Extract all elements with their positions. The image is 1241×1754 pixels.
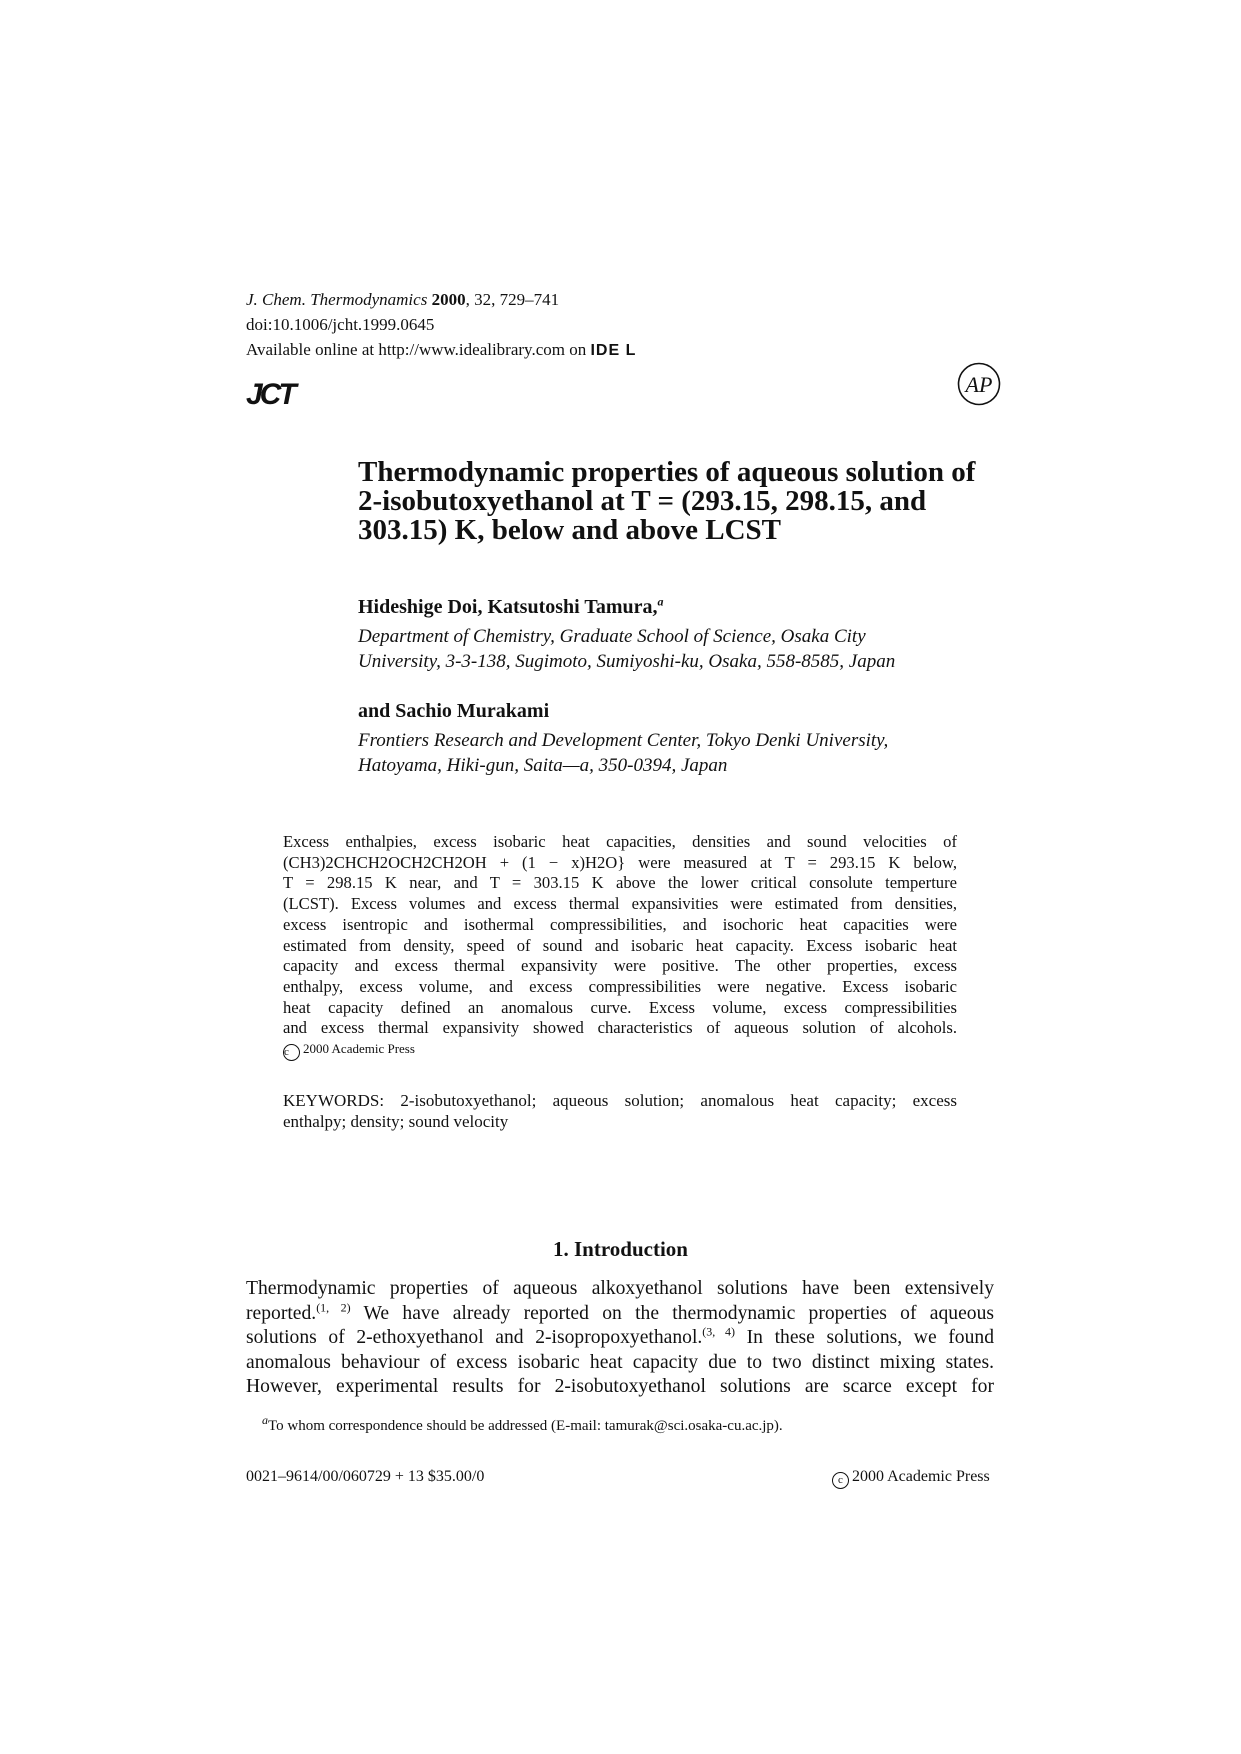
- intro-line: [246, 1326, 994, 1351]
- affiliation-1-line-1: Department of Chemistry, Graduate School of Science, Osaka City: [358, 626, 866, 647]
- journal-volume-pages: , 32, 729–741: [465, 290, 560, 309]
- publisher-logo: [957, 362, 1001, 406]
- journal-year: 2000: [431, 290, 466, 309]
- abstract-line: T = 298.15 K near, and T = 303.15 K above the lower critical consolute temperture: [283, 873, 957, 893]
- intro-paragraph: [246, 1277, 994, 1400]
- intro-line: Thermodynamic properties of aqueous alkoxyethanol solutions have been extensively: [246, 1278, 994, 1299]
- keywords-line-2: enthalpy; density; sound velocity: [283, 1112, 509, 1131]
- intro-line: [246, 1302, 994, 1327]
- intro-line: However, experimental results for 2-isobutoxyethanol solutions are scarce except for: [246, 1376, 994, 1398]
- abstract-line: excess isentropic and isothermal compressibilities, and isochoric heat capacities were: [283, 914, 957, 934]
- abstract-line: capacity and excess thermal expansivity were positive. The other properties, excess: [283, 956, 957, 976]
- title-line-1: Thermodynamic properties of aqueous solution of: [358, 456, 976, 488]
- intro-line-text: solutions of 2-ethoxyethanol and 2-isopropoxyethanol.: [246, 1327, 703, 1349]
- abstract-line: heat capacity defined an anomalous curve. Excess volume, excess compressibilities: [283, 997, 957, 1017]
- publisher-logo-text: AP: [965, 372, 993, 397]
- availability-text: Available online at http://www.idealibrary.com on: [246, 340, 587, 359]
- keywords: [283, 1090, 957, 1132]
- copyright-symbol: c: [283, 1044, 300, 1061]
- citation-ref: (1, 2): [316, 1300, 351, 1315]
- abstract-line: (LCST). Excess volumes and excess thermal expansivities were estimated from densities,: [283, 894, 957, 914]
- title-line-3: 303.15) K, below and above LCST: [358, 514, 781, 546]
- author-footnote-mark: a: [657, 594, 664, 609]
- footer-copyright: [832, 1468, 990, 1489]
- doi: doi:10.1006/jcht.1999.0645: [246, 315, 435, 334]
- footer-code: 0021–9614/00/060729 + 13 $35.00/0: [246, 1468, 485, 1485]
- paper-title: [358, 458, 1018, 545]
- footer-copyright-text: 2000 Academic Press: [852, 1468, 990, 1485]
- copyright-symbol: c: [832, 1472, 849, 1489]
- authors-names: Hideshige Doi, Katsutoshi Tamura,: [358, 596, 658, 618]
- abstract-copyright: [283, 1039, 957, 1061]
- intro-line: anomalous behaviour of excess isobaric heat capacity due to two distinct mixing states.: [246, 1351, 994, 1373]
- journal-name: J. Chem. Thermodynamics: [246, 290, 428, 309]
- intro-line-text: We have already reported on the thermodynamic properties of aqueous: [350, 1302, 994, 1324]
- abstract: [283, 832, 957, 1061]
- abstract-copyright-text: 2000 Academic Press: [303, 1041, 415, 1057]
- intro-line-text: reported.: [246, 1302, 317, 1324]
- abstract-line: (CH3)2CHCH2OCH2CH2OH + (1 − x)H2O} were measured at T = 293.15 K below,: [283, 852, 957, 872]
- title-line-2: 2-isobutoxyethanol at T = (293.15, 298.15, and: [358, 485, 927, 517]
- abstract-line: Excess enthalpies, excess isobaric heat capacities, densities and sound velocities of: [283, 832, 957, 851]
- keywords-line-1: KEYWORDS: 2-isobutoxyethanol; aqueous solution; anomalous heat capacity; excess: [283, 1091, 957, 1110]
- authors-group-2: and Sachio Murakami: [358, 700, 550, 722]
- abstract-line: and excess thermal expansivity showed characteristics of aqueous solution of alcohols.: [283, 1018, 957, 1038]
- abstract-line: estimated from density, speed of sound and isobaric heat capacity. Excess isobaric heat: [283, 935, 957, 955]
- affiliation-2-line-2: Hatoyama, Hiki-gun, Saita—a, 350-0394, Japan: [358, 755, 728, 776]
- intro-line-text: In these solutions, we found: [735, 1327, 994, 1349]
- footnote-mark: a: [262, 1413, 268, 1427]
- availability-line: [246, 337, 636, 363]
- affiliation-1: [358, 624, 998, 674]
- ideal-logo: IDE L: [590, 342, 637, 359]
- citation-ref: (3, 4): [702, 1324, 736, 1339]
- abstract-line: enthalpy, excess volume, and excess compressibilities were negative. Excess isobaric: [283, 976, 957, 996]
- authors-group-1: [358, 596, 664, 619]
- jct-logo: JCT: [246, 378, 294, 411]
- affiliation-2: [358, 728, 998, 778]
- footnote: [262, 1413, 783, 1435]
- section-heading: 1. Introduction: [553, 1237, 688, 1261]
- affiliation-2-line-1: Frontiers Research and Development Center, Tokyo Denki University,: [358, 730, 889, 751]
- journal-citation: [246, 287, 559, 312]
- footnote-text: To whom correspondence should be addressed (E-mail: tamurak@sci.osaka-cu.ac.jp).: [268, 1418, 783, 1434]
- affiliation-1-line-2: University, 3-3-138, Sugimoto, Sumiyoshi-ku, Osaka, 558-8585, Japan: [358, 651, 896, 672]
